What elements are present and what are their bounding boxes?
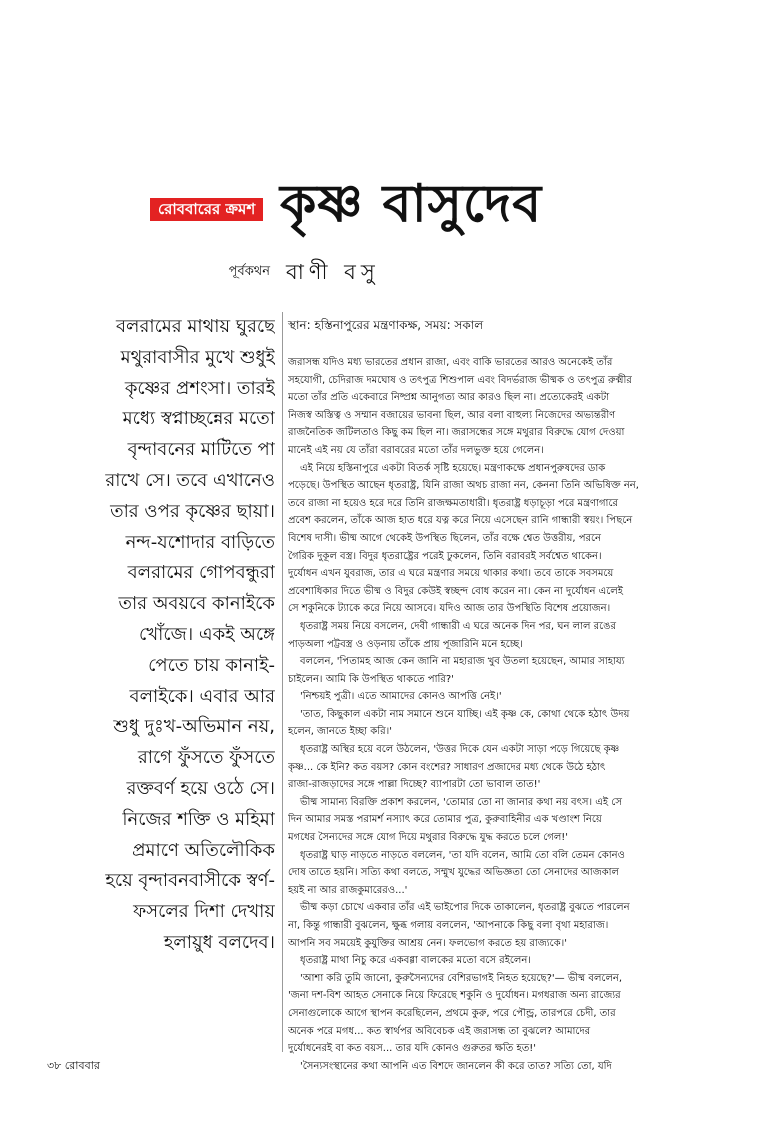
summary-line: বলরামের গোপবন্ধুরা (127, 562, 275, 584)
body-line: গৈরিক দুকূল বস্ত্র। বিদুর ধৃতরাষ্ট্রের পরেই ঢুকলেন, তিনি বরাবরই সর্বশ্বেত থাকেন। (288, 550, 602, 562)
body-line: প্রবেশ করলেন, তাঁকে আজ হাত ধরে যত্ন করে নিয়ে এসেছেন রানি গান্ধারী স্বয়ং। পিছনে (288, 515, 633, 527)
summary-line: নিজের শক্তি ও মহিমা (122, 808, 275, 830)
summary-line: পেতে চায় কানাই- (148, 654, 275, 676)
summary-line: হয়ে বৃন্দাবনবাসীকে স্বর্ণ- (105, 870, 275, 892)
body-line: বললেন, 'পিতামহ আজ কেন জানি না মহারাজ খুব উতলা হয়েছেন, আমার সাহায্য (300, 656, 625, 668)
summary-line: রাখে সে। তবে এখানেও (105, 469, 275, 491)
summary-line: মথুরাবাসীর মুখে শুধুই (120, 346, 275, 368)
summary-line: বলরামের মাথায় ঘুরছে (116, 316, 275, 337)
body-line: চাইলেন। আমি কি উপস্থিত থাকতে পারি?' (288, 673, 454, 685)
body-line: দিন আমার সমস্ত পরামর্শ নস্যাৎ করে তোমার পুত্র, কুরুবাহিনীর এক খণ্ডাংশ নিয়ে (288, 814, 602, 826)
summary-line: মধ্যে স্বপ্নাচ্ছন্নের মতো (122, 408, 275, 430)
summary-line: হলায়ুধ বলদেব। (163, 931, 275, 953)
previous-summary-label: পূর্বকথন (228, 264, 270, 279)
body-line: সেনাগুলোকে আগে স্থাপন করেছিলেন, প্রথমে কুরু, পরে পৌন্ড্র, তারপরে চেদী, তার (288, 1007, 616, 1019)
summary-column (80, 312, 275, 959)
body-line: মানেই এই নয় যে তাঁরা বরাবরের মতো তাঁর দলভুক্ত হয়ে গেলেন। (288, 444, 544, 456)
body-line: অনেক পরে মগধ... কত স্বার্থপর অবিবেচক এই জরাসন্ধ তা বুঝলে? আমাদের (288, 1025, 591, 1037)
body-line: ভীষ্ম কড়া চোখে একবার তাঁর এই ভাইপোর দিকে তাকালেন, ধৃতরাষ্ট্র বুঝতে পারলেন (300, 902, 630, 914)
summary-line: কৃষ্ণের প্রশংসা। তারই (124, 377, 275, 399)
body-line: 'নিশ্চয়ই পুত্রী। এতে আমাদের কোনও আপত্তি নেই।' (300, 691, 502, 703)
body-line: 'সৈন্যসংস্থানের কথা আপনি এত বিশদে জানলেন কী করে তাত? সত্যি তো, যদি (300, 1060, 612, 1072)
body-line: কৃষ্ণ... কে ইনি? কত বয়স? কোন বংশের? সাধারণ প্রজাদের মধ্য থেকে উঠে হঠাৎ (288, 761, 606, 773)
summary-line: বলাইকে। এবার আর (129, 685, 275, 707)
body-line: ধৃতরাষ্ট্র সময় নিয়ে বসলেন, দেবী গান্ধারী এ ঘরে অনেক দিন পর, ঘন লাল রঙের (300, 620, 616, 632)
author-name: বাণী বসু (286, 260, 380, 284)
page-folio: ৩৮ রোববার (47, 1059, 100, 1072)
body-line: দুর্যোধন এখন যুবরাজ, তার এ ঘরে মন্ত্রণার সময়ে থাকার কথা। তবে তাকে সবসময়ে (288, 568, 614, 580)
body-line: জরাসন্ধ যদিও মধ্য ভারতের প্রধান রাজা, এবং বাকি ভারতের আরও অনেকেই তাঁর (288, 357, 613, 368)
body-text (288, 354, 718, 1075)
body-line: বিশেষ দাসী। ভীষ্ম আগে থেকেই উপস্থিত ছিলেন, তাঁর বক্ষে শ্বেত উত্তরীয়, পরনে (288, 532, 602, 544)
summary-line: শুধু দুঃখ-অভিমান নয়, (113, 716, 275, 738)
series-tag: রোববারের ক্রমশ (150, 198, 263, 221)
summary-line: নন্দ-যশোদার বাড়িতে (125, 531, 275, 553)
body-line: মতো তাঁর প্রতি একেবারে নিষ্প্রশ্ন আনুগত্য আর কারও ছিল না। প্রত্যেকেরই একটা (288, 392, 610, 404)
body-line: দোষ তাতে হয়নি। সত্যি কথা বলতে, সম্মুখ যুদ্ধের অভিজ্ঞতা তো সেনাদের আজকাল (288, 867, 620, 879)
body-line: সে শকুনিকে ট্যাকে করে নিয়ে আসবে। যদিও আজ তার উপস্থিতি বিশেষ প্রয়োজন। (288, 603, 611, 615)
body-line: নিজস্ব অস্তিত্ব ও সম্মান বজায়ের ভাবনা ছিল, আর বলা বাহুল্য নিজেদের অভ্যন্তরীণ (288, 409, 616, 421)
body-line: ধৃতরাষ্ট্র ঘাড় নাড়তে নাড়তে বললেন, 'তা যদি বলেন, আমি তো বলি তেমন কোনও (300, 849, 625, 861)
body-line: মগধের সৈন্যদের সঙ্গে যোগ দিয়ে মথুরার বিরুদ্ধে যুদ্ধ করতে চলে গেল!' (288, 832, 569, 844)
summary-line: প্রমাণে অতিলৌকিক (132, 839, 275, 861)
summary-line: বৃন্দাবনের মাটিতে পা (127, 439, 275, 461)
body-line: হয়ই না আর রাজকুমারেরও...' (288, 884, 408, 896)
body-line: এই নিয়ে হস্তিনাপুরে একটা বিতর্ক সৃষ্টি হয়েছে। মন্ত্রণাকক্ষে প্রধানপুরুষদের ডাক (300, 462, 606, 474)
column-divider (282, 312, 283, 1052)
body-line: 'আশা করি তুমি জানো, কুরুসৈন্যদের বেশিরভাগই নিহত হয়েছে?'— ভীষ্ম বললেন, (300, 972, 623, 984)
summary-line: তার অবয়বে কানাইকে (118, 593, 275, 615)
body-line: রাজা-রাজড়াদের সঙ্গে পাল্লা দিচ্ছে? ব্যাপারটা তো ভাবাল তাত!' (288, 779, 541, 791)
body-line: 'তাত, কিছুকাল একটা নাম সমানে শুনে যাচ্ছি। এই কৃষ্ণ কে, কোথা থেকে হঠাৎ উদয় (300, 708, 630, 720)
body-line: ভীষ্ম সামান্য বিরক্তি প্রকাশ করলেন, 'তোমার তো না জানার কথা নয় বৎস। এই সে (300, 796, 622, 808)
summary-line: খোঁজে। একই অঙ্গে (139, 623, 275, 645)
story-title: কৃষ্ণ বাসুদেব (280, 174, 543, 234)
body-line: আপনি সব সময়েই কুযুক্তির আশ্রয় নেন। ফলভোগ করতে হয় রাজ্যকে।' (288, 937, 567, 949)
body-line: পড়েছে। উপস্থিত আছেন ধৃতরাষ্ট্র, যিনি রাজা অথচ রাজা নন, কেননা তিনি অভিষিক্ত নন, (288, 480, 639, 492)
body-line: হলেন, জানতে ইচ্ছা করি।' (288, 726, 392, 738)
body-line: না, কিন্তু গান্ধারী বুঝলেন, ক্ষুব্ধ গলায় বললেন, 'আপনাকে কিছু বলা বৃথা মহারাজ। (288, 920, 609, 931)
scene-setting: স্থান: হস্তিনাপুরের মন্ত্রণাকক্ষ, সময়: সকাল (288, 318, 484, 332)
summary-line: রাগে ফুঁসতে ফুঁসতে (137, 747, 275, 769)
body-line: ধৃতরাষ্ট্র মাথা নিচু করে একবগ্গা বালকের মতো বসে রইলেন। (300, 955, 531, 967)
body-line: তবে রাজা না হয়েও হরে দরে তিনি রাজক্ষমতাধারী। ধৃতরাষ্ট্র ধড়াচূড়া পরে মন্ত্রণাগারে (288, 497, 618, 509)
summary-line: রক্তবর্ণ হয়ে ওঠে সে। (126, 777, 275, 799)
body-line: পাড়অলা পট্টবস্ত্র ও ওড়নায় তাঁকে প্রায় পূজারিনি মনে হচ্ছে। (288, 638, 523, 650)
body-line: 'জনা দশ-বিশ আহত সেনাকে নিয়ে ফিরেছে শকুনি ও দুর্যোধন। মগধরাজ অন্য রাজ্যের (288, 990, 621, 1002)
summary-line: তার ওপর কৃষ্ণের ছায়া। (110, 500, 275, 522)
summary-line: ফসলের দিশা দেখায় (133, 901, 275, 923)
body-line: ধৃতরাষ্ট্র অস্থির হয়ে বলে উঠলেন, 'উত্তর দিকে যেন একটা সাড়া পড়ে গিয়েছে কৃষ্ণ (300, 744, 620, 756)
body-line: প্রবেশাধিকার দিতে ভীষ্ম ও বিদুর কেউই স্বচ্ছন্দ বোধ করেন না। কেন না দুর্যোধন এলেই (288, 585, 623, 597)
body-line: রাজনৈতিক জটিলতাও কিছু কম ছিল না। জরাসন্ধের সঙ্গে মথুরার বিরুদ্ধে যোগ দেওয়া (288, 427, 625, 439)
body-line: সহযোগী, চেদিরাজ দমঘোষ ও তৎপুত্র শিশুপাল এবং বিদর্ভরাজ ভীষ্মক ও তৎপুত্র রুক্মীর (288, 374, 632, 386)
body-line: দুর্যোধনেরই বা কত বয়স... তার যদি কোনও গুরুতর ক্ষতি হত!' (288, 1043, 536, 1055)
